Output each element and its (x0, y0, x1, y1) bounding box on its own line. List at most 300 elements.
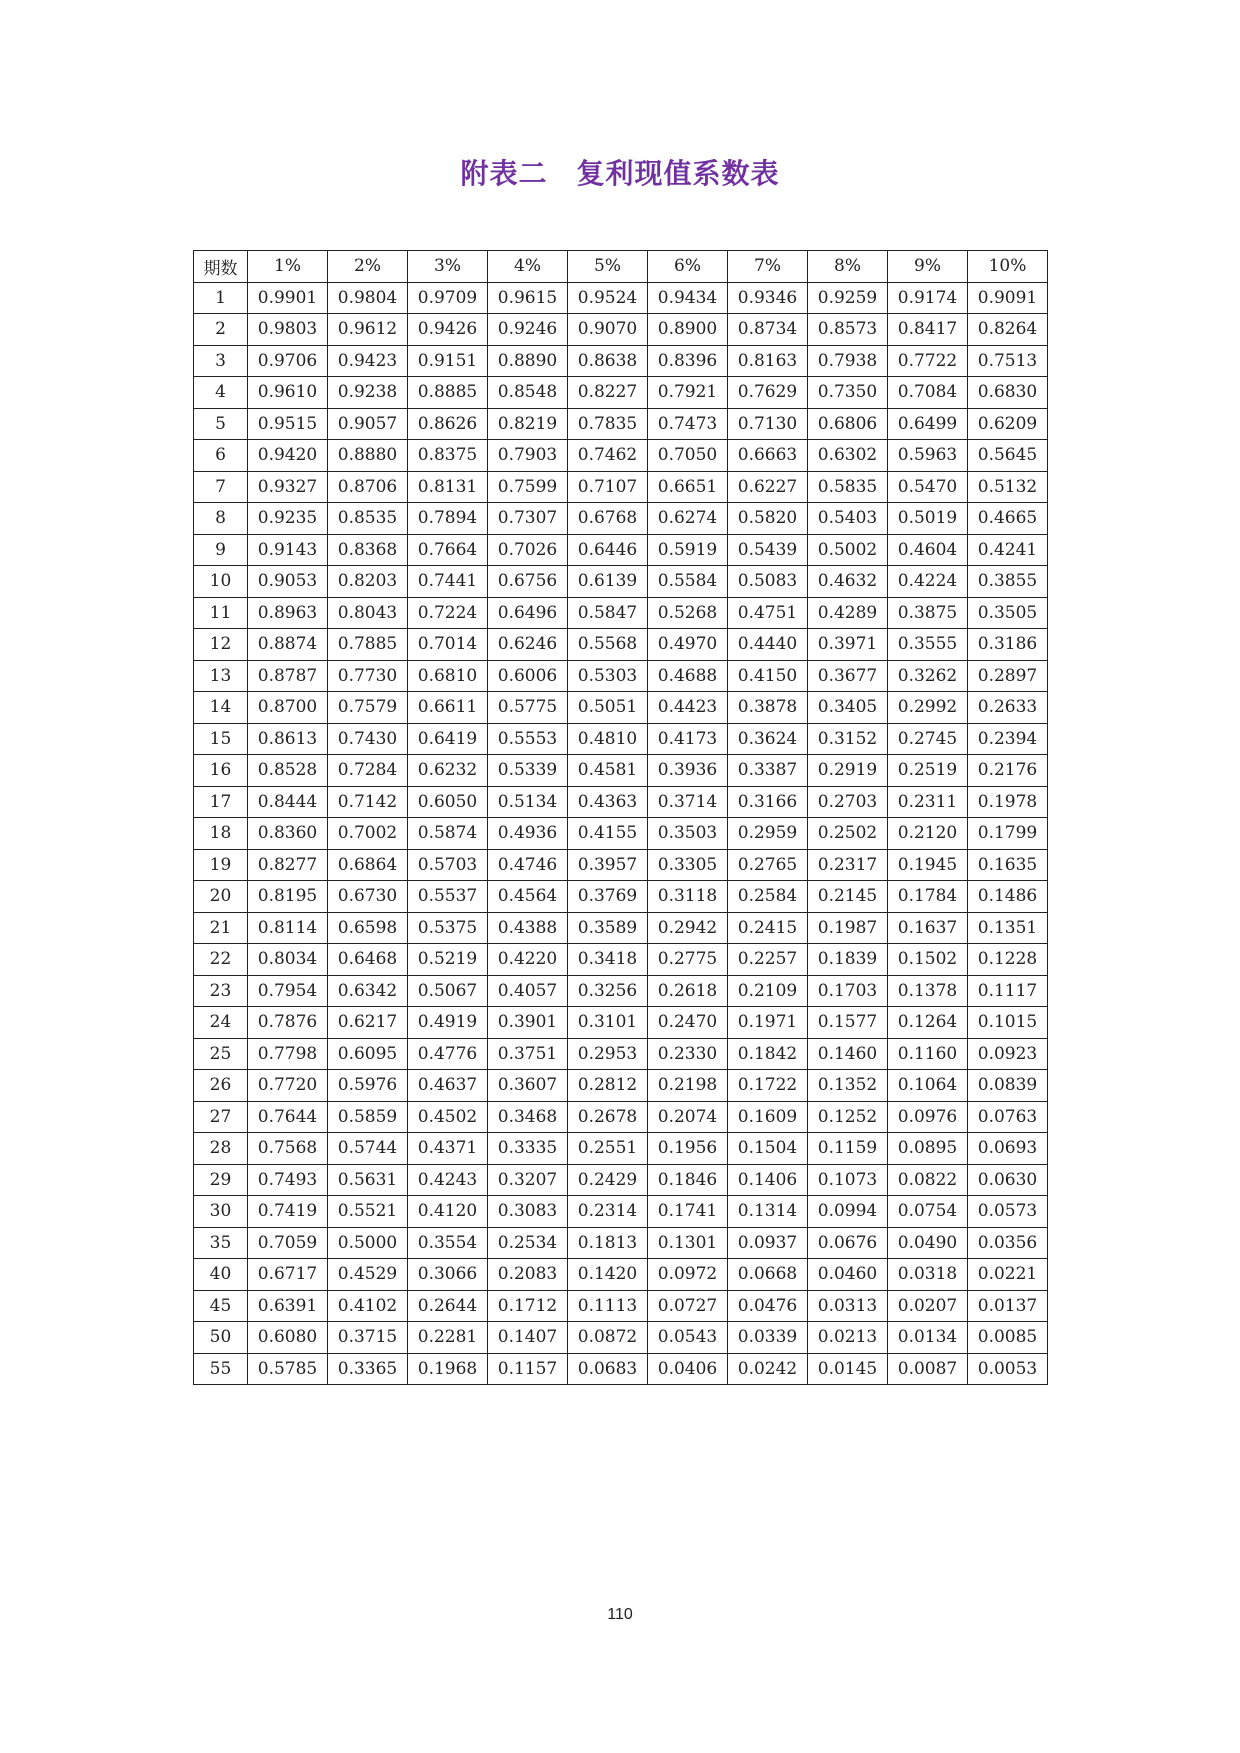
value-cell: 0.2120 (888, 818, 968, 850)
value-cell: 0.3262 (888, 660, 968, 692)
value-cell: 0.9706 (248, 345, 328, 377)
value-cell: 0.2644 (408, 1290, 488, 1322)
value-cell: 0.5874 (408, 818, 488, 850)
value-cell: 0.2745 (888, 723, 968, 755)
value-cell: 0.1712 (488, 1290, 568, 1322)
value-cell: 0.2415 (728, 912, 808, 944)
value-cell: 0.2394 (968, 723, 1048, 755)
value-cell: 0.7938 (808, 345, 888, 377)
table-container (193, 250, 1048, 1385)
value-cell: 0.5219 (408, 944, 488, 976)
page-number: 110 (607, 1606, 633, 1623)
header-cell-rate: 8% (808, 251, 888, 283)
value-cell: 0.6419 (408, 723, 488, 755)
value-cell: 0.5847 (568, 597, 648, 629)
value-cell: 0.3677 (808, 660, 888, 692)
value-cell: 0.3066 (408, 1259, 488, 1291)
period-cell: 5 (194, 408, 248, 440)
value-cell: 0.9143 (248, 534, 328, 566)
header-cell-rate: 10% (968, 251, 1048, 283)
table-row (194, 503, 1048, 535)
value-cell: 0.1314 (728, 1196, 808, 1228)
value-cell: 0.8573 (808, 314, 888, 346)
value-cell: 0.6717 (248, 1259, 328, 1291)
value-cell: 0.5339 (488, 755, 568, 787)
value-cell: 0.8706 (328, 471, 408, 503)
value-cell: 0.9235 (248, 503, 328, 535)
value-cell: 0.5470 (888, 471, 968, 503)
value-cell: 0.8734 (728, 314, 808, 346)
value-cell: 0.4581 (568, 755, 648, 787)
value-cell: 0.4220 (488, 944, 568, 976)
table-row (194, 975, 1048, 1007)
value-cell: 0.9709 (408, 282, 488, 314)
value-cell: 0.1978 (968, 786, 1048, 818)
value-cell: 0.8880 (328, 440, 408, 472)
value-cell: 0.6830 (968, 377, 1048, 409)
value-cell: 0.7730 (328, 660, 408, 692)
value-cell: 0.9803 (248, 314, 328, 346)
value-cell: 0.2812 (568, 1070, 648, 1102)
value-cell: 0.7284 (328, 755, 408, 787)
value-cell: 0.3855 (968, 566, 1048, 598)
value-cell: 0.9804 (328, 282, 408, 314)
value-cell: 0.2942 (648, 912, 728, 944)
value-cell: 0.9426 (408, 314, 488, 346)
table-row (194, 629, 1048, 661)
value-cell: 0.2281 (408, 1322, 488, 1354)
value-cell: 0.0872 (568, 1322, 648, 1354)
value-cell: 0.5919 (648, 534, 728, 566)
value-cell: 0.3901 (488, 1007, 568, 1039)
value-cell: 0.5963 (888, 440, 968, 472)
value-cell: 0.3083 (488, 1196, 568, 1228)
value-cell: 0.3207 (488, 1164, 568, 1196)
value-cell: 0.4150 (728, 660, 808, 692)
value-cell: 0.2176 (968, 755, 1048, 787)
value-cell: 0.9151 (408, 345, 488, 377)
value-cell: 0.8114 (248, 912, 328, 944)
value-cell: 0.2618 (648, 975, 728, 1007)
value-cell: 0.7954 (248, 975, 328, 1007)
period-cell: 3 (194, 345, 248, 377)
value-cell: 0.9423 (328, 345, 408, 377)
value-cell: 0.0137 (968, 1290, 1048, 1322)
period-cell: 21 (194, 912, 248, 944)
value-cell: 0.8034 (248, 944, 328, 976)
header-cell-rate: 3% (408, 251, 488, 283)
value-cell: 0.3365 (328, 1353, 408, 1385)
table-row (194, 1133, 1048, 1165)
value-cell: 0.2633 (968, 692, 1048, 724)
value-cell: 0.6302 (808, 440, 888, 472)
period-cell: 19 (194, 849, 248, 881)
period-cell: 7 (194, 471, 248, 503)
header-cell-rate: 2% (328, 251, 408, 283)
value-cell: 0.9053 (248, 566, 328, 598)
table-row (194, 440, 1048, 472)
value-cell: 0.8195 (248, 881, 328, 913)
value-cell: 0.5631 (328, 1164, 408, 1196)
value-cell: 0.3554 (408, 1227, 488, 1259)
value-cell: 0.5584 (648, 566, 728, 598)
value-cell: 0.5859 (328, 1101, 408, 1133)
value-cell: 0.0683 (568, 1353, 648, 1385)
value-cell: 0.4423 (648, 692, 728, 724)
value-cell: 0.4289 (808, 597, 888, 629)
table-row (194, 282, 1048, 314)
header-cell-period: 期数 (194, 251, 248, 283)
value-cell: 0.8368 (328, 534, 408, 566)
value-cell: 0.3166 (728, 786, 808, 818)
value-cell: 0.1637 (888, 912, 968, 944)
value-cell: 0.6227 (728, 471, 808, 503)
value-cell: 0.8963 (248, 597, 328, 629)
value-cell: 0.7084 (888, 377, 968, 409)
value-cell: 0.5785 (248, 1353, 328, 1385)
table-row (194, 1322, 1048, 1354)
table-row (194, 566, 1048, 598)
value-cell: 0.3936 (648, 755, 728, 787)
value-cell: 0.6496 (488, 597, 568, 629)
value-cell: 0.3589 (568, 912, 648, 944)
value-cell: 0.4564 (488, 881, 568, 913)
value-cell: 0.7473 (648, 408, 728, 440)
table-header-row (194, 251, 1048, 283)
table-row (194, 818, 1048, 850)
value-cell: 0.0476 (728, 1290, 808, 1322)
value-cell: 0.0460 (808, 1259, 888, 1291)
table-row (194, 881, 1048, 913)
value-cell: 0.4388 (488, 912, 568, 944)
value-cell: 0.1228 (968, 944, 1048, 976)
period-cell: 12 (194, 629, 248, 661)
value-cell: 0.0923 (968, 1038, 1048, 1070)
period-cell: 30 (194, 1196, 248, 1228)
table-row (194, 597, 1048, 629)
value-cell: 0.4243 (408, 1164, 488, 1196)
value-cell: 0.7835 (568, 408, 648, 440)
value-cell: 0.1502 (888, 944, 968, 976)
table-row (194, 912, 1048, 944)
value-cell: 0.1420 (568, 1259, 648, 1291)
value-cell: 0.5976 (328, 1070, 408, 1102)
value-cell: 0.5019 (888, 503, 968, 535)
value-cell: 0.0676 (808, 1227, 888, 1259)
value-cell: 0.2775 (648, 944, 728, 976)
table-row (194, 314, 1048, 346)
value-cell: 0.7921 (648, 377, 728, 409)
table-row (194, 1101, 1048, 1133)
value-cell: 0.3607 (488, 1070, 568, 1102)
period-cell: 1 (194, 282, 248, 314)
value-cell: 0.1406 (728, 1164, 808, 1196)
period-cell: 15 (194, 723, 248, 755)
value-cell: 0.6006 (488, 660, 568, 692)
value-cell: 0.4665 (968, 503, 1048, 535)
value-cell: 0.9174 (888, 282, 968, 314)
value-cell: 0.3555 (888, 629, 968, 661)
value-cell: 0.1117 (968, 975, 1048, 1007)
value-cell: 0.8900 (648, 314, 728, 346)
value-cell: 0.4936 (488, 818, 568, 850)
value-cell: 0.0994 (808, 1196, 888, 1228)
value-cell: 0.5645 (968, 440, 1048, 472)
value-cell: 0.3503 (648, 818, 728, 850)
value-cell: 0.6246 (488, 629, 568, 661)
value-cell: 0.5553 (488, 723, 568, 755)
table-row (194, 1164, 1048, 1196)
value-cell: 0.0339 (728, 1322, 808, 1354)
value-cell: 0.8043 (328, 597, 408, 629)
value-cell: 0.6217 (328, 1007, 408, 1039)
value-cell: 0.3957 (568, 849, 648, 881)
value-cell: 0.9515 (248, 408, 328, 440)
table-row (194, 1196, 1048, 1228)
value-cell: 0.9346 (728, 282, 808, 314)
value-cell: 0.0053 (968, 1353, 1048, 1385)
value-cell: 0.2074 (648, 1101, 728, 1133)
value-cell: 0.8219 (488, 408, 568, 440)
period-cell: 20 (194, 881, 248, 913)
value-cell: 0.1799 (968, 818, 1048, 850)
value-cell: 0.0727 (648, 1290, 728, 1322)
value-cell: 0.4440 (728, 629, 808, 661)
value-cell: 0.0207 (888, 1290, 968, 1322)
value-cell: 0.0822 (888, 1164, 968, 1196)
period-cell: 2 (194, 314, 248, 346)
value-cell: 0.6756 (488, 566, 568, 598)
value-cell: 0.9615 (488, 282, 568, 314)
value-cell: 0.8163 (728, 345, 808, 377)
period-cell: 10 (194, 566, 248, 598)
period-cell: 50 (194, 1322, 248, 1354)
value-cell: 0.1159 (808, 1133, 888, 1165)
value-cell: 0.6342 (328, 975, 408, 1007)
value-cell: 0.6499 (888, 408, 968, 440)
period-cell: 24 (194, 1007, 248, 1039)
header-cell-rate: 9% (888, 251, 968, 283)
value-cell: 0.1064 (888, 1070, 968, 1102)
value-cell: 0.2519 (888, 755, 968, 787)
period-cell: 9 (194, 534, 248, 566)
value-cell: 0.6050 (408, 786, 488, 818)
value-cell: 0.7644 (248, 1101, 328, 1133)
value-cell: 0.0221 (968, 1259, 1048, 1291)
value-cell: 0.2703 (808, 786, 888, 818)
value-cell: 0.1352 (808, 1070, 888, 1102)
table-row (194, 377, 1048, 409)
value-cell: 0.2330 (648, 1038, 728, 1070)
value-cell: 0.8444 (248, 786, 328, 818)
value-cell: 0.1351 (968, 912, 1048, 944)
value-cell: 0.0630 (968, 1164, 1048, 1196)
value-cell: 0.9327 (248, 471, 328, 503)
value-cell: 0.7059 (248, 1227, 328, 1259)
table-row (194, 534, 1048, 566)
value-cell: 0.7441 (408, 566, 488, 598)
value-cell: 0.7629 (728, 377, 808, 409)
value-cell: 0.0490 (888, 1227, 968, 1259)
value-cell: 0.2502 (808, 818, 888, 850)
present-value-table (193, 250, 1048, 1385)
value-cell: 0.3387 (728, 755, 808, 787)
value-cell: 0.8264 (968, 314, 1048, 346)
value-cell: 0.0313 (808, 1290, 888, 1322)
value-cell: 0.6864 (328, 849, 408, 881)
value-cell: 0.6446 (568, 534, 648, 566)
value-cell: 0.9901 (248, 282, 328, 314)
value-cell: 0.1784 (888, 881, 968, 913)
table-row (194, 1227, 1048, 1259)
table-row (194, 1290, 1048, 1322)
table-row (194, 660, 1048, 692)
value-cell: 0.9610 (248, 377, 328, 409)
value-cell: 0.4224 (888, 566, 968, 598)
value-cell: 0.3468 (488, 1101, 568, 1133)
value-cell: 0.8638 (568, 345, 648, 377)
value-cell: 0.0839 (968, 1070, 1048, 1102)
value-cell: 0.2534 (488, 1227, 568, 1259)
period-cell: 26 (194, 1070, 248, 1102)
value-cell: 0.1968 (408, 1353, 488, 1385)
value-cell: 0.2314 (568, 1196, 648, 1228)
value-cell: 0.5703 (408, 849, 488, 881)
value-cell: 0.4502 (408, 1101, 488, 1133)
value-cell: 0.7798 (248, 1038, 328, 1070)
value-cell: 0.9612 (328, 314, 408, 346)
value-cell: 0.4637 (408, 1070, 488, 1102)
value-cell: 0.8131 (408, 471, 488, 503)
table-row (194, 755, 1048, 787)
value-cell: 0.7579 (328, 692, 408, 724)
value-cell: 0.1839 (808, 944, 888, 976)
value-cell: 0.7493 (248, 1164, 328, 1196)
period-cell: 35 (194, 1227, 248, 1259)
table-row (194, 1070, 1048, 1102)
value-cell: 0.8375 (408, 440, 488, 472)
value-cell: 0.8360 (248, 818, 328, 850)
value-cell: 0.1252 (808, 1101, 888, 1133)
value-cell: 0.3715 (328, 1322, 408, 1354)
period-cell: 17 (194, 786, 248, 818)
value-cell: 0.8417 (888, 314, 968, 346)
value-cell: 0.1956 (648, 1133, 728, 1165)
value-cell: 0.1703 (808, 975, 888, 1007)
value-cell: 0.9434 (648, 282, 728, 314)
value-cell: 0.3751 (488, 1038, 568, 1070)
value-cell: 0.6730 (328, 881, 408, 913)
value-cell: 0.0976 (888, 1101, 968, 1133)
value-cell: 0.6611 (408, 692, 488, 724)
value-cell: 0.7513 (968, 345, 1048, 377)
value-cell: 0.6391 (248, 1290, 328, 1322)
period-cell: 23 (194, 975, 248, 1007)
value-cell: 0.4776 (408, 1038, 488, 1070)
value-cell: 0.0406 (648, 1353, 728, 1385)
value-cell: 0.7903 (488, 440, 568, 472)
value-cell: 0.8787 (248, 660, 328, 692)
value-cell: 0.4057 (488, 975, 568, 1007)
value-cell: 0.7876 (248, 1007, 328, 1039)
table-row (194, 1259, 1048, 1291)
value-cell: 0.5134 (488, 786, 568, 818)
period-cell: 18 (194, 818, 248, 850)
value-cell: 0.6810 (408, 660, 488, 692)
value-cell: 0.9246 (488, 314, 568, 346)
value-cell: 0.3769 (568, 881, 648, 913)
value-cell: 0.3714 (648, 786, 728, 818)
table-row (194, 1353, 1048, 1385)
period-cell: 16 (194, 755, 248, 787)
period-cell: 11 (194, 597, 248, 629)
value-cell: 0.0573 (968, 1196, 1048, 1228)
value-cell: 0.7350 (808, 377, 888, 409)
value-cell: 0.3971 (808, 629, 888, 661)
value-cell: 0.0895 (888, 1133, 968, 1165)
value-cell: 0.8874 (248, 629, 328, 661)
value-cell: 0.0972 (648, 1259, 728, 1291)
value-cell: 0.3305 (648, 849, 728, 881)
value-cell: 0.8700 (248, 692, 328, 724)
value-cell: 0.2311 (888, 786, 968, 818)
value-cell: 0.8613 (248, 723, 328, 755)
value-cell: 0.4632 (808, 566, 888, 598)
value-cell: 0.0693 (968, 1133, 1048, 1165)
value-cell: 0.0668 (728, 1259, 808, 1291)
value-cell: 0.9420 (248, 440, 328, 472)
value-cell: 0.0242 (728, 1353, 808, 1385)
value-cell: 0.7224 (408, 597, 488, 629)
value-cell: 0.5537 (408, 881, 488, 913)
value-cell: 0.1945 (888, 849, 968, 881)
value-cell: 0.6274 (648, 503, 728, 535)
value-cell: 0.1846 (648, 1164, 728, 1196)
value-cell: 0.2145 (808, 881, 888, 913)
table-row (194, 944, 1048, 976)
value-cell: 0.3256 (568, 975, 648, 1007)
value-cell: 0.5403 (808, 503, 888, 535)
value-cell: 0.8396 (648, 345, 728, 377)
value-cell: 0.5744 (328, 1133, 408, 1165)
value-cell: 0.1842 (728, 1038, 808, 1070)
value-cell: 0.4688 (648, 660, 728, 692)
value-cell: 0.7462 (568, 440, 648, 472)
page-title: 附表二 复利现值系数表 (460, 157, 780, 190)
period-cell: 27 (194, 1101, 248, 1133)
value-cell: 0.9238 (328, 377, 408, 409)
value-cell: 0.4173 (648, 723, 728, 755)
value-cell: 0.1486 (968, 881, 1048, 913)
value-cell: 0.5775 (488, 692, 568, 724)
value-cell: 0.5521 (328, 1196, 408, 1228)
value-cell: 0.3118 (648, 881, 728, 913)
value-cell: 0.7419 (248, 1196, 328, 1228)
value-cell: 0.7002 (328, 818, 408, 850)
value-cell: 0.1015 (968, 1007, 1048, 1039)
period-cell: 6 (194, 440, 248, 472)
value-cell: 0.5439 (728, 534, 808, 566)
value-cell: 0.2109 (728, 975, 808, 1007)
value-cell: 0.7107 (568, 471, 648, 503)
value-cell: 0.3878 (728, 692, 808, 724)
value-cell: 0.8528 (248, 755, 328, 787)
value-cell: 0.7885 (328, 629, 408, 661)
value-cell: 0.6806 (808, 408, 888, 440)
value-cell: 0.7014 (408, 629, 488, 661)
value-cell: 0.0085 (968, 1322, 1048, 1354)
value-cell: 0.1160 (888, 1038, 968, 1070)
